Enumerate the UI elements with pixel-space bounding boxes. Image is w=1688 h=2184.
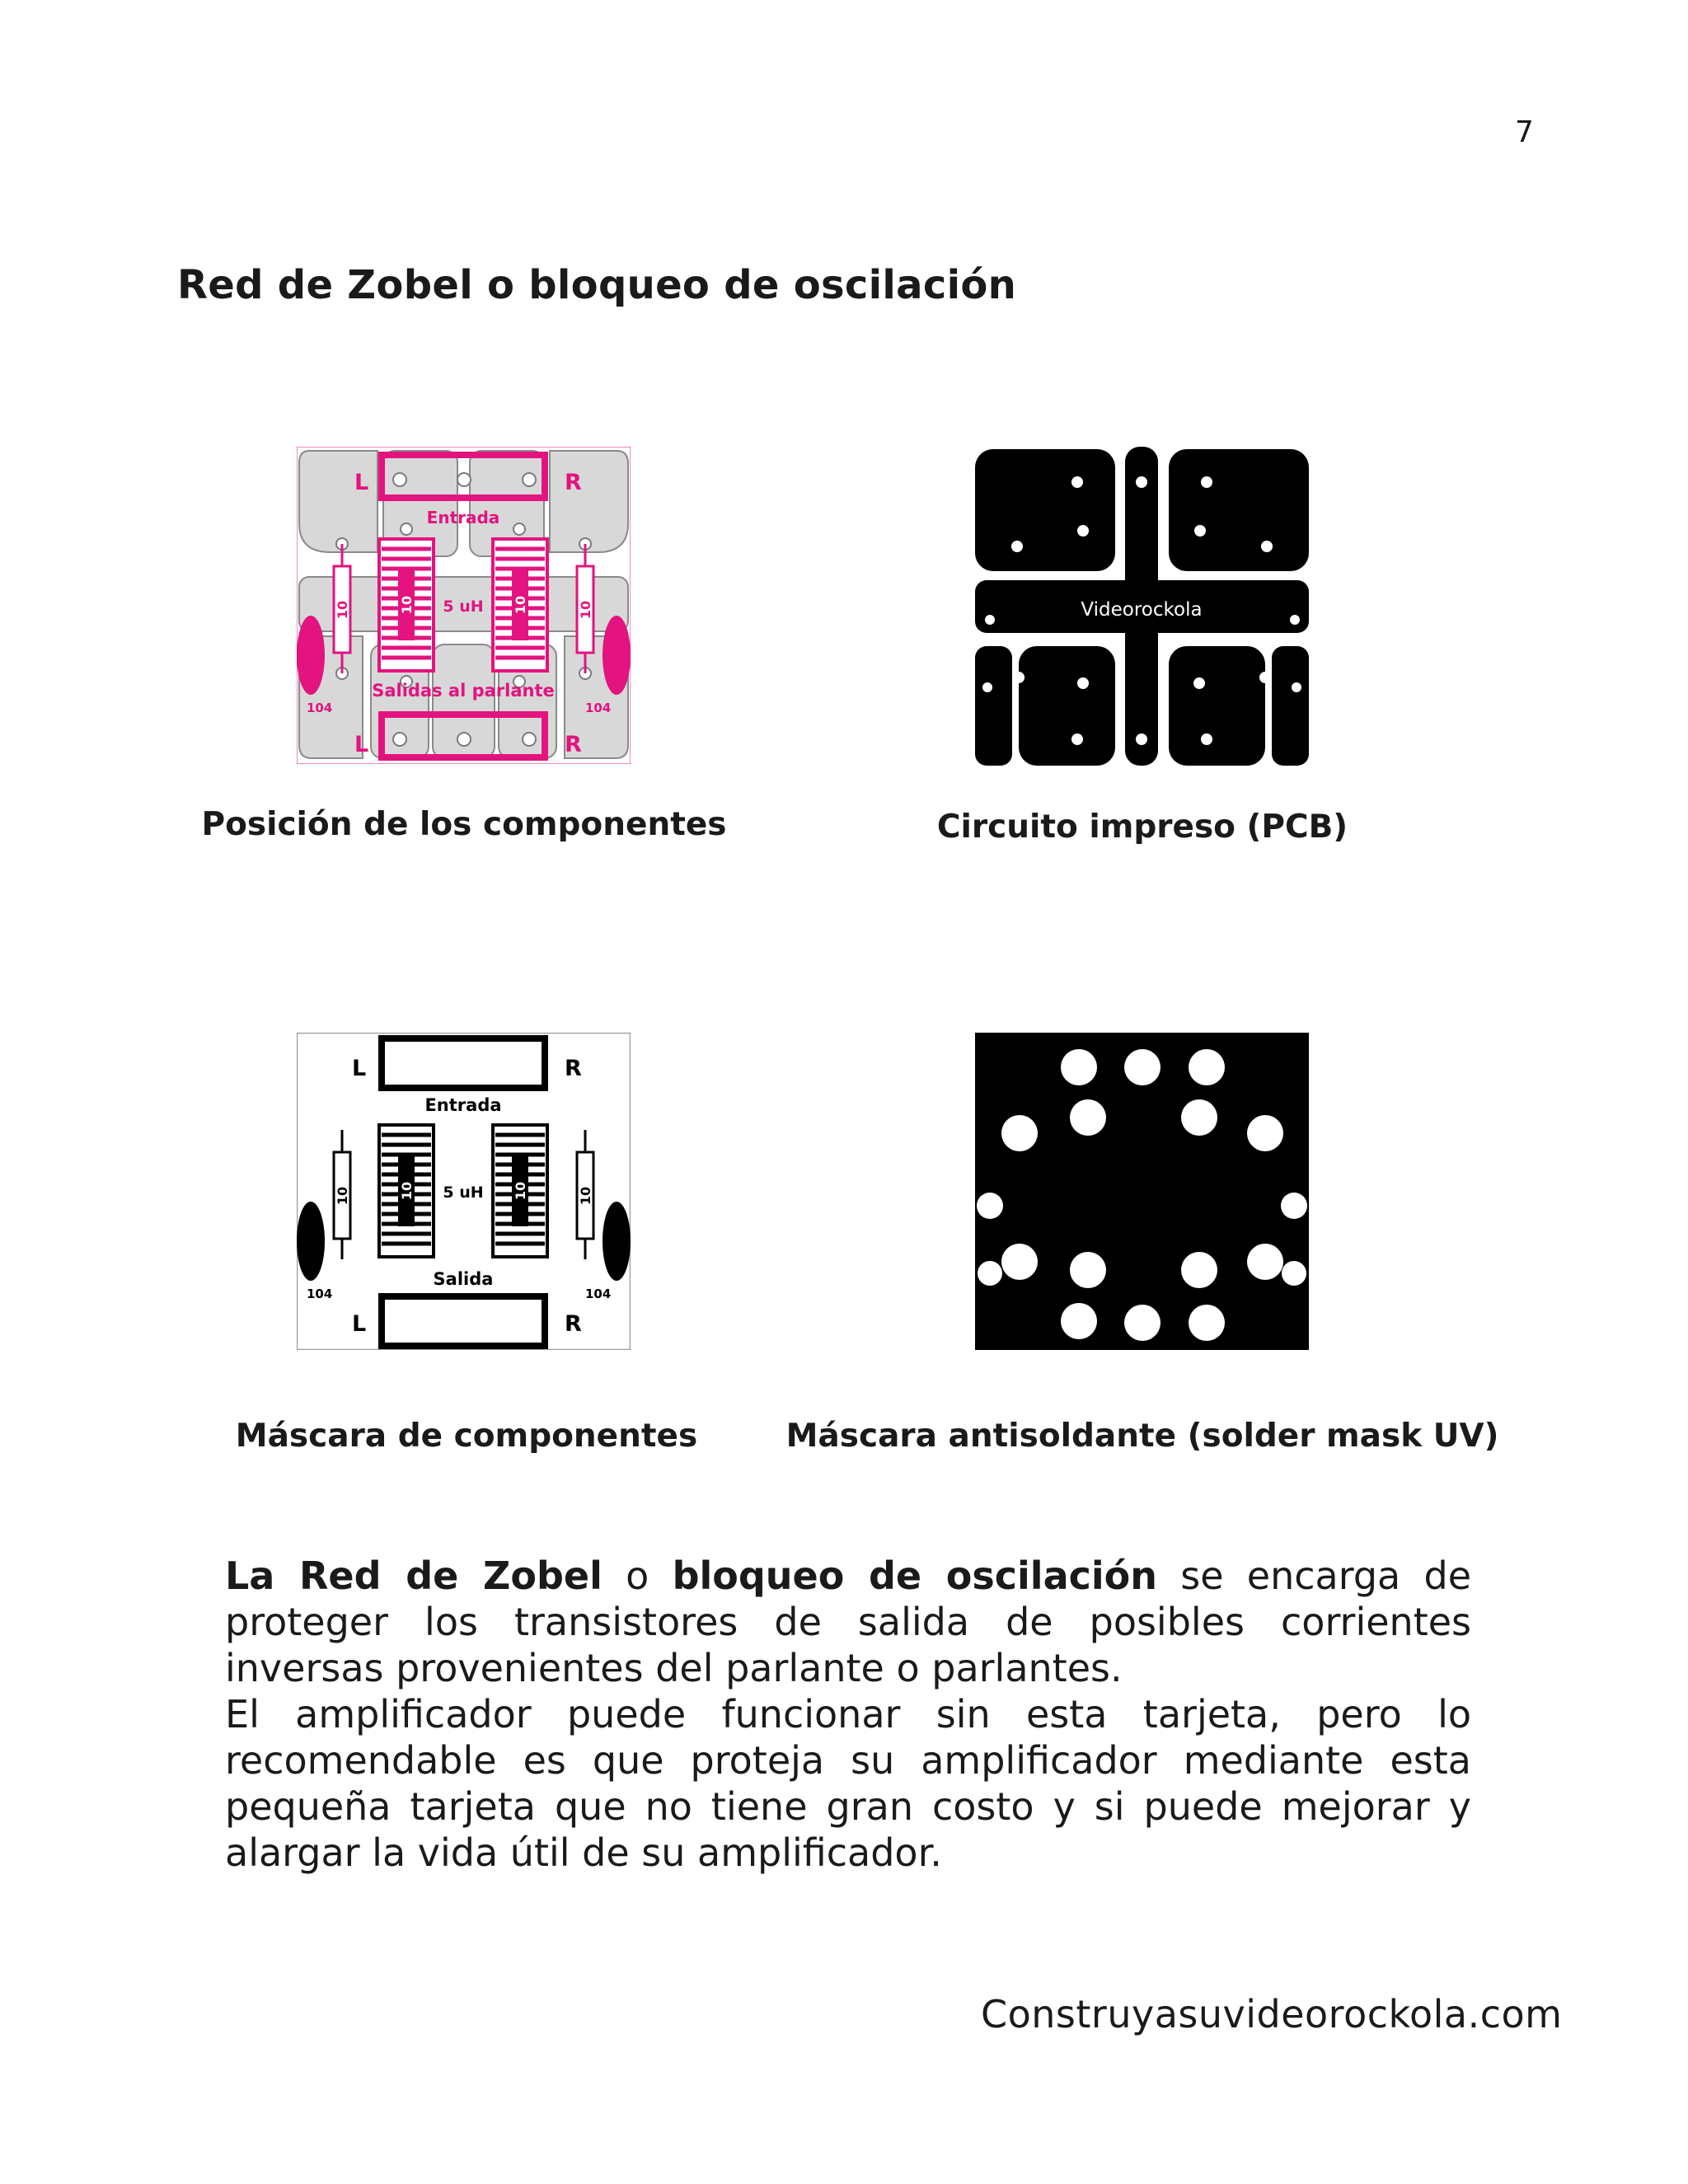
mask-input-label: Entrada	[424, 1095, 502, 1115]
pcb-diagram	[975, 447, 1309, 766]
solder-mask-caption: Máscara antisoldante (solder mask UV)	[785, 1418, 1499, 1455]
components-diagram	[297, 447, 631, 764]
term-red-de-zobel: La Red de Zobel	[225, 1554, 603, 1598]
mask-label-r-bottom: R	[565, 1311, 582, 1337]
capacitor-label-right: 104	[585, 701, 612, 715]
mask-capacitor-left	[297, 1202, 325, 1281]
components-caption: Posición de los componentes	[201, 806, 727, 843]
mask-inductor-label: 5 uH	[443, 1183, 484, 1202]
label-l-bottom: L	[354, 732, 369, 757]
paragraph-1	[225, 1553, 1471, 1691]
component-mask-diagram	[297, 1033, 631, 1350]
components-figure	[297, 447, 631, 764]
label-r-bottom: R	[565, 732, 582, 757]
mask-inductor-resistor-label-right: 10	[513, 1181, 528, 1201]
mask-label-l-bottom: L	[352, 1311, 367, 1337]
paragraph-2: El amplificador puede funcionar sin esta tarjeta, pero lo recomendable es que proteja su amplificador mediante esta pequeña tarjeta que no tiene gran costo y si puede mejorar y alargar la vida útil de su amplificador.	[225, 1692, 1471, 1875]
mask-capacitor-right	[603, 1202, 631, 1281]
label-l-top: L	[354, 470, 369, 495]
mask-resistor-label-right: 10	[578, 1186, 593, 1206]
inductor-label: 5 uH	[443, 598, 484, 616]
capacitor-right	[603, 616, 631, 695]
mask-capacitor-label-right: 104	[585, 1286, 612, 1301]
pcb-caption: Circuito impreso (PCB)	[936, 808, 1348, 846]
footer-website: Construyasuvideorockola.com	[981, 1992, 1563, 2036]
solder-mask-figure	[975, 1033, 1309, 1350]
inductor-resistor-label-left: 10	[399, 595, 415, 615]
resistor-label-right: 10	[578, 600, 593, 620]
paragraph-1-text: se encarga de proteger los transistores de salida de posibles corrientes inversas provenientes del parlante o parlantes.	[225, 1554, 1471, 1690]
mask-resistor-label-left: 10	[335, 1186, 350, 1206]
term-bloqueo: bloqueo de oscilación	[672, 1554, 1157, 1598]
mask-inductor-resistor-label-left: 10	[399, 1181, 415, 1201]
mask-output-label: Salida	[433, 1269, 494, 1289]
mask-capacitor-label-left: 104	[307, 1286, 333, 1301]
solder-mask-diagram	[975, 1033, 1309, 1350]
label-r-top: R	[565, 470, 582, 495]
capacitor-label-left: 104	[307, 701, 333, 715]
page-number: 7	[1515, 115, 1534, 149]
resistor-label-left: 10	[335, 600, 350, 620]
pcb-board-label: Videorockola	[1081, 599, 1203, 621]
mask-label-l-top: L	[352, 1056, 367, 1081]
output-label: Salidas al parlante	[372, 681, 555, 701]
mask-label-r-top: R	[565, 1056, 582, 1081]
paragraph-1-connector: o	[602, 1554, 673, 1598]
component-mask-caption: Máscara de componentes	[235, 1418, 698, 1455]
input-label: Entrada	[426, 508, 500, 527]
capacitor-left	[297, 616, 325, 695]
pcb-figure	[975, 447, 1309, 766]
section-heading: Red de Zobel o bloqueo de oscilación	[177, 262, 1017, 308]
body-text	[225, 1553, 1471, 1876]
inductor-resistor-label-right: 10	[513, 595, 528, 615]
component-mask-figure	[297, 1033, 631, 1350]
